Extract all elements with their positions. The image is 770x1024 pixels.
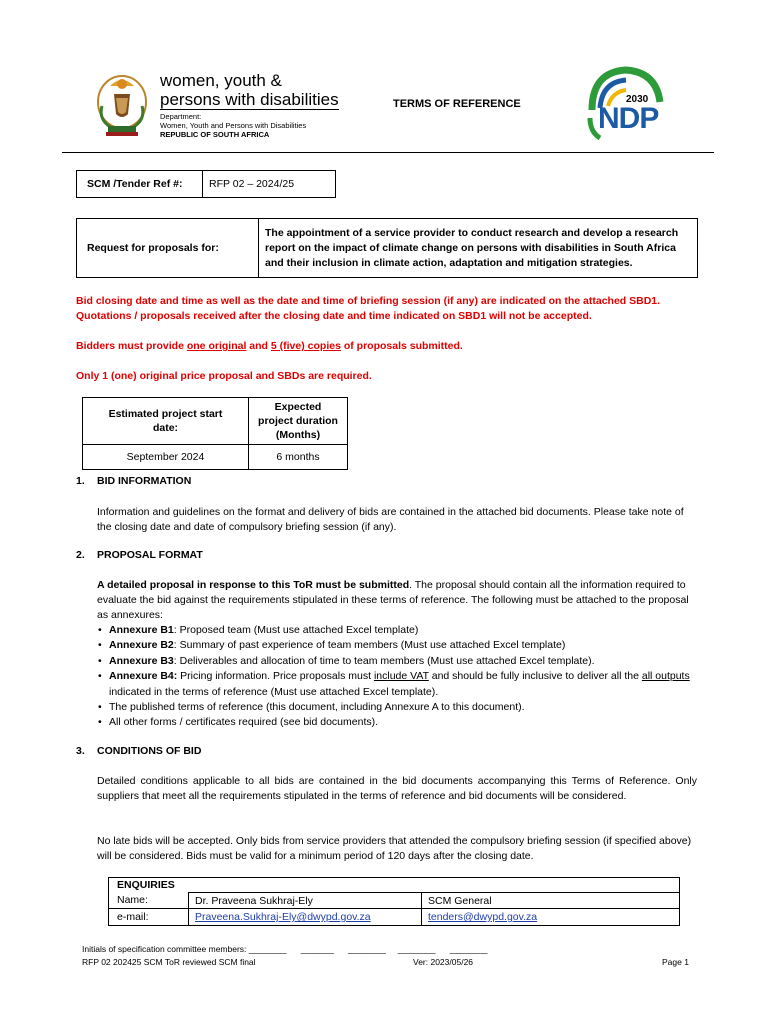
dept-sub2: Women, Youth and Persons with Disabilities bbox=[160, 121, 307, 130]
ndp-text: NDP bbox=[598, 102, 659, 135]
contact-name-2: SCM General bbox=[422, 893, 680, 909]
section-3-title: CONDITIONS OF BID bbox=[97, 745, 202, 757]
annexure-b4-vat: include VAT bbox=[373, 670, 429, 683]
copies-original: one original bbox=[186, 340, 247, 352]
email-link-1[interactable]: Praveena.Sukhraj-Ely@dwypd.gov.za bbox=[195, 911, 371, 923]
annexure-b1-label: Annexure B1 bbox=[109, 624, 174, 636]
schedule-h1: Estimated project start date: bbox=[83, 398, 249, 445]
published-tor-item: • The published terms of reference (this document, including Annexure A to this document). bbox=[109, 700, 709, 715]
email-label: e-mail: bbox=[109, 909, 189, 926]
section-1-number: 1. bbox=[76, 475, 85, 487]
annexure-b1 bbox=[109, 623, 709, 638]
copies-post: of proposals submitted. bbox=[340, 340, 463, 352]
email-link-2[interactable]: tenders@dwypd.gov.za bbox=[428, 911, 538, 923]
section-3-paragraph-1: Detailed conditions applicable to all bids are contained in the bid documents accompanying this Terms of Reference. Only suppliers that meet all the requirements stipulated in the terms of reference and bid documents will be considered. bbox=[97, 775, 697, 802]
annexure-b4 bbox=[109, 669, 709, 700]
ndp-logo bbox=[586, 66, 666, 142]
ref-label: SCM /Tender Ref #: bbox=[77, 171, 203, 198]
footer-version: Ver: 2023/05/26 bbox=[413, 957, 474, 967]
rfp-value: The appointment of a service provider to conduct research and develop a research report on the impact of climate change on persons with disabilities in South Africa and their inclusion in climate action, adaptation and mitigation strategies. bbox=[259, 219, 698, 278]
annexure-b3-label: Annexure B3 bbox=[109, 654, 174, 667]
annexure-b2-label: Annexure B2 bbox=[109, 639, 174, 652]
copies-mid: and bbox=[246, 340, 271, 352]
department-name bbox=[160, 72, 350, 139]
schedule-v2: 6 months bbox=[249, 445, 348, 470]
dept-sub3: REPUBLIC OF SOUTH AFRICA bbox=[160, 130, 270, 139]
annexure-b4-mid: and should be fully inclusive to deliver all the bbox=[428, 670, 642, 683]
copies-notice bbox=[76, 340, 706, 352]
annexure-b2 bbox=[109, 638, 709, 653]
original-notice: Only 1 (one) original price proposal and SBDs are required. bbox=[76, 370, 372, 382]
section-2-lead bbox=[97, 578, 695, 623]
section-2-lead-rest: . The proposal should contain all the information required to evaluate the bid against the requirements stipulated in these terms of reference. The following must be attached to the proposal as annexures: bbox=[97, 579, 689, 621]
section-2-title: PROPOSAL FORMAT bbox=[97, 549, 203, 561]
annexure-list bbox=[97, 623, 709, 731]
contact-name-1: Dr. Praveena Sukhraj-Ely bbox=[189, 893, 422, 909]
section-1-text: Information and guidelines on the format and delivery of bids are contained in the attached bid documents. Please take note of the closing date and date of compulsory briefing session (if any). bbox=[97, 506, 684, 533]
section-2-number: 2. bbox=[76, 549, 85, 561]
annexure-b4-outputs: all outputs bbox=[641, 670, 690, 683]
enquiries-table bbox=[108, 877, 680, 926]
name-label: Name: bbox=[109, 893, 189, 909]
dept-sub1: Department: bbox=[160, 112, 202, 121]
dept-line2: persons with disabilities bbox=[160, 90, 339, 109]
annexure-b1-text: : Proposed team (Must use attached Excel template) bbox=[173, 624, 419, 636]
enquiries-title: ENQUIRIES bbox=[109, 878, 680, 893]
section-3-paragraph-2: No late bids will be accepted. Only bids from service providers that attended the compulsory briefing session (if specified above) will be considered. Bids must be valid for a minimum period of 120 days after the closing date. bbox=[97, 835, 692, 862]
ref-value: RFP 02 – 2024/25 bbox=[203, 171, 336, 198]
footer-docname: RFP 02 202425 SCM ToR reviewed SCM final bbox=[82, 957, 256, 967]
closing-notice: Bid closing date and time as well as the date and time of briefing session (if any) are indicated on the attached SBD1. Quotations / proposals received after the closing date and time indicated on SBD1 will not be accepted. bbox=[76, 295, 661, 322]
annexure-b4-label: Annexure B4: bbox=[109, 670, 178, 683]
dept-line1: women, youth & bbox=[160, 71, 282, 90]
rfp-label: Request for proposals for: bbox=[77, 219, 259, 278]
annexure-b4-pre: Pricing information. Price proposals must bbox=[177, 670, 374, 683]
copies-pre: Bidders must provide bbox=[76, 340, 187, 352]
schedule-v1: September 2024 bbox=[83, 445, 249, 470]
header-divider bbox=[62, 152, 714, 153]
contact-email-1 bbox=[189, 909, 422, 926]
rfp-table bbox=[76, 218, 698, 278]
coat-of-arms-icon bbox=[92, 72, 152, 138]
section-2-lead-bold: A detailed proposal in response to this ToR must be submitted bbox=[97, 579, 410, 591]
other-forms-item: • All other forms / certificates required (see bid documents). bbox=[109, 715, 709, 730]
contact-email-2 bbox=[422, 909, 680, 926]
copies-five: 5 (five) copies bbox=[270, 340, 341, 352]
section-3-number: 3. bbox=[76, 745, 85, 757]
footer-page: Page 1 bbox=[662, 957, 689, 967]
annexure-b3-text: : Deliverables and allocation of time to team members (Must use attached Excel template). bbox=[173, 654, 595, 667]
annexure-b2-text: : Summary of past experience of team members (Must use attached Excel template) bbox=[173, 639, 566, 652]
ndp-year: 2030 bbox=[626, 94, 649, 105]
section-1-title: BID INFORMATION bbox=[97, 475, 192, 487]
schedule-table bbox=[82, 397, 348, 470]
footer-initials: Initials of specification committee members: ________ _______ ________ ________ ________ bbox=[82, 944, 488, 954]
ref-table bbox=[76, 170, 336, 198]
annexure-b3 bbox=[109, 654, 709, 669]
annexure-b4-post: indicated in the terms of reference (Must use attached Excel template). bbox=[109, 685, 439, 698]
schedule-h2: Expected project duration (Months) bbox=[249, 398, 348, 445]
document-title: TERMS OF REFERENCE bbox=[393, 98, 521, 110]
